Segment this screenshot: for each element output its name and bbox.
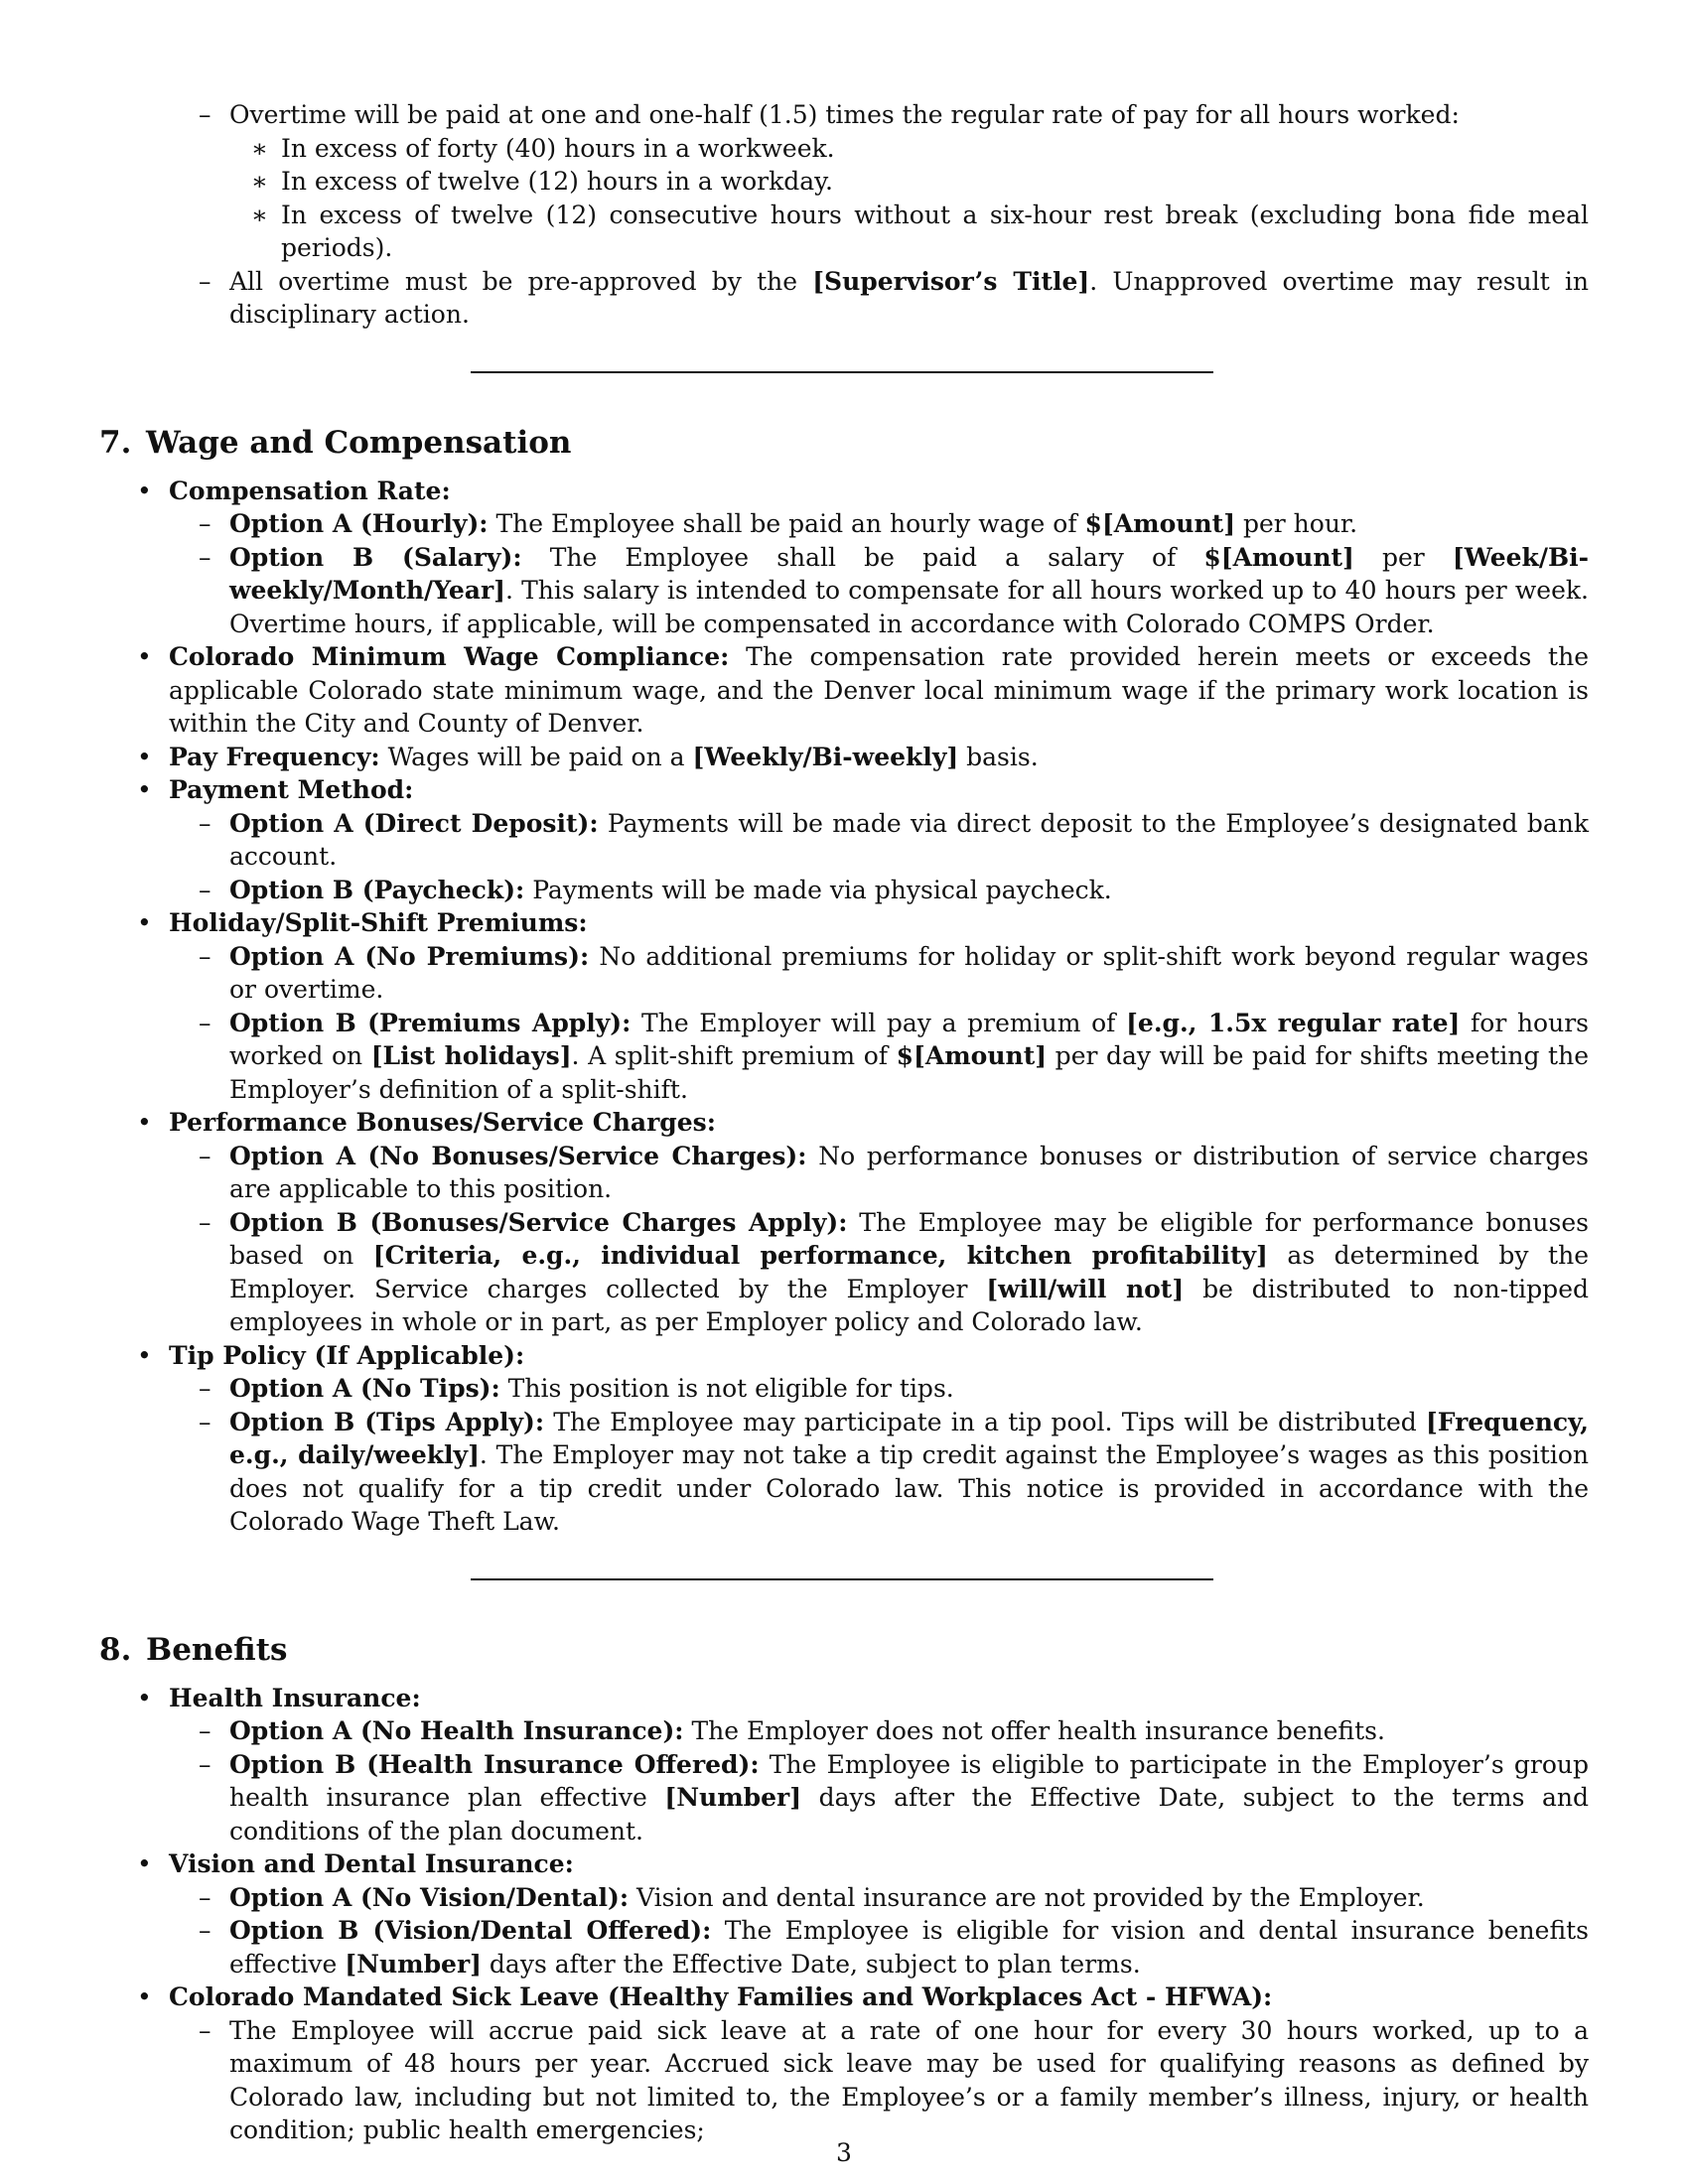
- placeholder-number: [Number]: [664, 1783, 802, 1812]
- overtime-condition-weekly: In excess of forty (40) hours in a workweek.: [281, 133, 835, 163]
- text: for hours worked on: [229, 1008, 1589, 1070]
- option-label: Option A (No Vision/Dental):: [229, 1882, 630, 1912]
- text: be distributed to non-tipped employees in whole or in part, as per Employer policy and Colorado law.: [229, 1274, 1589, 1336]
- overtime-list: [169, 98, 1589, 332]
- item-label: Holiday/Split-Shift Premiums:: [169, 908, 588, 937]
- sub-list: [169, 1881, 1589, 1981]
- placeholder-amount: $[Amount]: [1084, 509, 1236, 538]
- placeholder-will: [will/will not]: [986, 1274, 1185, 1303]
- text: The Employer will pay a premium of: [631, 1008, 1127, 1037]
- list-item: [99, 1682, 1589, 1848]
- overtime-conditions: [229, 132, 1589, 265]
- text: The Employee shall be paid an hourly wage of: [488, 509, 1085, 538]
- list-item: [169, 1914, 1589, 1980]
- option-label: Option A (No Premiums):: [229, 941, 590, 971]
- placeholder-rate: [e.g., 1.5x regular rate]: [1126, 1008, 1461, 1037]
- item-label: Colorado Minimum Wage Compliance:: [169, 642, 730, 671]
- text: The Employee may be eligible for performance bonuses based on: [229, 1207, 1589, 1270]
- placeholder-amount: $[Amount]: [1203, 542, 1354, 572]
- option-label: Option B (Vision/Dental Offered):: [229, 1916, 712, 1945]
- list-item: [99, 906, 1589, 1106]
- list-item: [169, 265, 1589, 332]
- list-item: [169, 507, 1589, 541]
- text: The Employee is eligible for vision and dental insurance benefits effective: [229, 1916, 1589, 1979]
- list-item: [229, 165, 1589, 199]
- text: days after the Effective Date, subject to the terms and conditions of the plan document.: [229, 1783, 1589, 1845]
- list-item: [169, 1007, 1589, 1107]
- section-number: 7.: [99, 424, 132, 461]
- wage-compensation-list: [99, 475, 1589, 1539]
- list-item: [169, 1881, 1589, 1915]
- list-item: [169, 1140, 1589, 1206]
- text: Payments will be made via direct deposit to the Employee’s designated bank account.: [229, 808, 1589, 871]
- list-item: [169, 98, 1589, 265]
- list-item: [169, 1372, 1589, 1406]
- list-item: [169, 940, 1589, 1007]
- text: days after the Effective Date, subject to plan terms.: [481, 1949, 1141, 1979]
- text: No additional premiums for holiday or split-shift work beyond regular wages or overtime.: [229, 941, 1589, 1004]
- text: [169, 640, 1589, 741]
- text: per day will be paid for shifts meeting the Employer’s definition of a split-shift.: [229, 1041, 1589, 1104]
- overtime-condition-consecutive: In excess of twelve (12) consecutive hours without a six-hour rest break (excluding bona fide meal periods).: [281, 200, 1589, 262]
- section-number: 8.: [99, 1631, 132, 1668]
- list-item: [99, 640, 1589, 741]
- text: Vision and dental insurance are not provided by the Employer.: [629, 1882, 1425, 1912]
- page-content: [99, 98, 1589, 2147]
- list-item: [169, 874, 1589, 907]
- option-label: Option B (Salary):: [229, 542, 522, 572]
- sub-list: [169, 1372, 1589, 1539]
- page-number: 3: [836, 2138, 852, 2167]
- list-item: [169, 541, 1589, 641]
- item-label: Pay Frequency:: [169, 742, 380, 771]
- option-label: Option B (Paycheck):: [229, 875, 525, 904]
- list-item: [229, 132, 1589, 166]
- text: This position is not eligible for tips.: [499, 1374, 954, 1403]
- list-item: [99, 1106, 1589, 1339]
- text: . Unapproved overtime may result in disciplinary action.: [229, 266, 1590, 329]
- overtime-condition-daily: In excess of twelve (12) hours in a workday.: [281, 167, 833, 196]
- text: per: [1353, 542, 1453, 572]
- sub-list: [169, 507, 1589, 640]
- section-divider: [471, 371, 1213, 373]
- text: The Employee shall be paid a salary of: [521, 542, 1204, 572]
- option-label: Option A (Direct Deposit):: [229, 808, 599, 838]
- list-item: [169, 2014, 1589, 2147]
- sub-list: [169, 1140, 1589, 1339]
- text: The Employee is eligible to participate in the Employer’s group health insurance plan effective: [229, 1749, 1589, 1812]
- placeholder-criteria: [Criteria, e.g., individual performance, kitchen profitability]: [372, 1241, 1268, 1270]
- overtime-intro: Overtime will be paid at one and one-half (1.5) times the regular rate of pay for all hours worked:: [229, 100, 1460, 129]
- item-label: Compensation Rate:: [169, 476, 451, 505]
- list-item: [99, 1339, 1589, 1539]
- text: The compensation rate provided herein meets or exceeds the applicable Colorado state minimum wage, and the Denver local minimum wage if the primary work location is within the City and County of Denver.: [169, 642, 1589, 738]
- placeholder-frequency: [Weekly/Bi-weekly]: [692, 742, 959, 771]
- section-title: Wage and Compensation: [146, 424, 572, 461]
- sub-list: [169, 2014, 1589, 2147]
- text: No performance bonuses or distribution of service charges are applicable to this position.: [229, 1141, 1589, 1203]
- list-item: [229, 199, 1589, 265]
- text: All overtime must be pre-approved by the: [229, 266, 813, 296]
- list-item: [169, 1748, 1589, 1848]
- list-item: [169, 1206, 1589, 1339]
- section-divider: [471, 1578, 1213, 1580]
- item-label: Tip Policy (If Applicable):: [169, 1340, 525, 1370]
- option-label: Option B (Bonuses/Service Charges Apply):: [229, 1207, 848, 1237]
- list-item: [99, 773, 1589, 906]
- text: The Employee will accrue paid sick leave at a rate of one hour for every 30 hours worked, up to a maximum of 48 hours per year. Accrued sick leave may be used for qualifying reasons as defined by Colorado law, including but not limited to, the Employee’s or a family member’s illness, injury, or health condition; public health emergencies;: [229, 2015, 1589, 2144]
- list-item: [99, 475, 1589, 641]
- option-label: Option B (Health Insurance Offered):: [229, 1749, 760, 1779]
- item-label: Health Insurance:: [169, 1683, 421, 1712]
- text: as determined by the Employer. Service charges collected by the Employer: [229, 1241, 1589, 1303]
- list-item: [99, 741, 1589, 774]
- list-item: [169, 1714, 1589, 1748]
- section-heading: [99, 423, 1589, 463]
- item-label: Performance Bonuses/Service Charges:: [169, 1108, 716, 1137]
- option-label: Option A (No Tips):: [229, 1374, 500, 1403]
- placeholder-amount: $[Amount]: [896, 1041, 1048, 1070]
- option-label: Option A (Hourly):: [229, 509, 489, 538]
- item-label: Colorado Mandated Sick Leave (Healthy Families and Workplaces Act - HFWA):: [169, 1982, 1273, 2011]
- list-item: [169, 1406, 1589, 1539]
- list-item: [169, 807, 1589, 874]
- list-item: [99, 1980, 1589, 2147]
- benefits-list: [99, 1682, 1589, 2147]
- sub-list: [169, 807, 1589, 907]
- placeholder-holidays: [List holidays]: [370, 1041, 572, 1070]
- text: Wages will be paid on a: [379, 742, 693, 771]
- text: Payments will be made via physical paycheck.: [524, 875, 1112, 904]
- text: . This salary is intended to compensate for all hours worked up to 40 hours per week. Overtime hours, if applicable, will be compensated in accordance with Colorado COMPS Order.: [229, 576, 1589, 638]
- sub-list: [169, 1714, 1589, 1847]
- option-label: Option A (No Bonuses/Service Charges):: [229, 1141, 807, 1170]
- text: basis.: [958, 742, 1039, 771]
- placeholder-number: [Number]: [345, 1949, 482, 1979]
- text: per hour.: [1235, 509, 1358, 538]
- text: . A split-shift premium of: [571, 1041, 897, 1070]
- item-label: Payment Method:: [169, 775, 414, 804]
- placeholder-supervisor-title: [Supervisor’s Title]: [812, 266, 1090, 296]
- option-label: Option A (No Health Insurance):: [229, 1716, 684, 1745]
- text: . The Employer may not take a tip credit against the Employee’s wages as this position does not qualify for a tip credit under Colorado law. This notice is provided in accordance with the Colorado Wage Theft Law.: [229, 1440, 1589, 1536]
- sub-list: [169, 940, 1589, 1107]
- text: The Employer does not offer health insurance benefits.: [683, 1716, 1385, 1745]
- option-label: Option B (Premiums Apply):: [229, 1008, 632, 1037]
- section-title: Benefits: [146, 1631, 288, 1668]
- placeholder-frequency: [Frequency, e.g., daily/weekly]: [229, 1407, 1589, 1469]
- section-heading: [99, 1630, 1589, 1670]
- option-label: Option B (Tips Apply):: [229, 1407, 545, 1436]
- item-label: Vision and Dental Insurance:: [169, 1849, 574, 1878]
- text: The Employee may participate in a tip pool. Tips will be distributed: [544, 1407, 1426, 1436]
- list-item: [99, 1847, 1589, 1980]
- placeholder-period: [Week/Bi-weekly/Month/Year]: [229, 542, 1589, 605]
